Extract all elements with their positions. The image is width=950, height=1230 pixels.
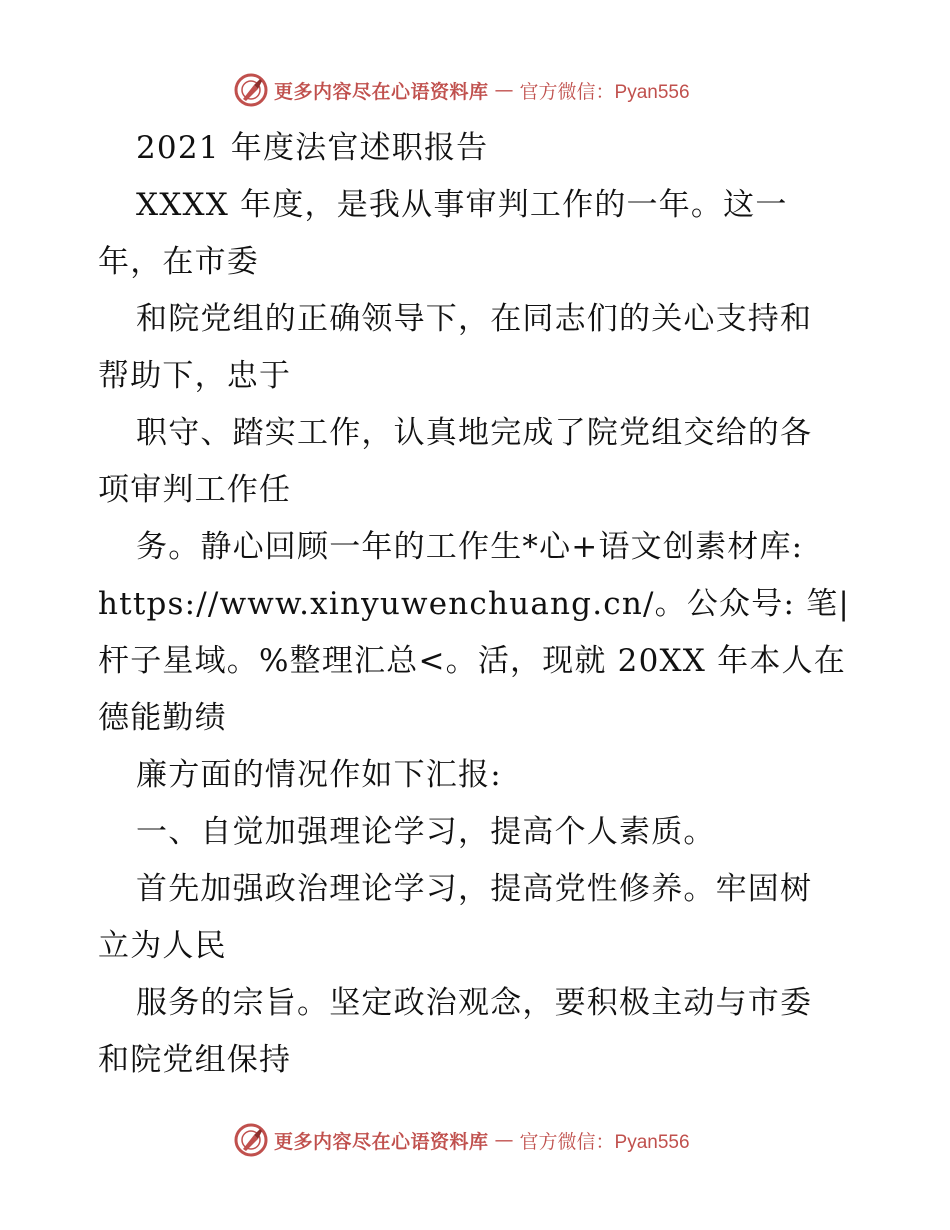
text-line: 杆子星域。%整理汇总<。活，现就 20XX 年本人在	[98, 643, 846, 679]
banner-wechat: 官方微信：Pyan556	[519, 1131, 690, 1153]
text-line: 廉方面的情况作如下汇报:	[136, 757, 502, 793]
banner-wechat: 官方微信：Pyan556	[519, 81, 690, 103]
text-line: 德能勤绩	[98, 700, 227, 736]
banner-text: 更多内容尽在心语资料库	[274, 1130, 489, 1153]
text-line: 职守、踏实工作，认真地完成了院党组交给的各	[136, 415, 813, 451]
text-line: 一、自觉加强理论学习，提高个人素质。	[136, 814, 716, 850]
text-line: 服务的宗旨。坚定政治观念，要积极主动与市委	[136, 985, 813, 1021]
fountain-pen-logo-icon	[234, 73, 268, 107]
text-line: 和院党组的正确领导下，在同志们的关心支持和	[136, 301, 813, 337]
document-body	[98, 120, 858, 1089]
text-line: 立为人民	[98, 928, 227, 964]
text-line: 2021 年度法官述职报告	[136, 130, 489, 166]
banner-text: 更多内容尽在心语资料库	[274, 80, 489, 103]
text-line: https://www.xinyuwenchuang.cn/。公众号: 笔|	[98, 586, 850, 622]
footer-banner	[234, 1122, 690, 1158]
text-line: 首先加强政治理论学习，提高党性修养。牢固树	[136, 871, 813, 907]
header-banner	[234, 72, 690, 108]
text-line: 和院党组保持	[98, 1042, 292, 1078]
text-line: 帮助下，忠于	[98, 358, 292, 394]
banner-separator: —	[494, 79, 514, 101]
text-line: 务。静心回顾一年的工作生*心+语文创素材库:	[136, 529, 804, 565]
fountain-pen-logo-icon	[234, 1123, 268, 1157]
text-line: XXXX 年度，是我从事审判工作的一年。这一	[136, 187, 788, 223]
banner-separator: —	[494, 1129, 514, 1151]
text-line: 年，在市委	[98, 244, 259, 280]
text-line: 项审判工作任	[98, 472, 292, 508]
